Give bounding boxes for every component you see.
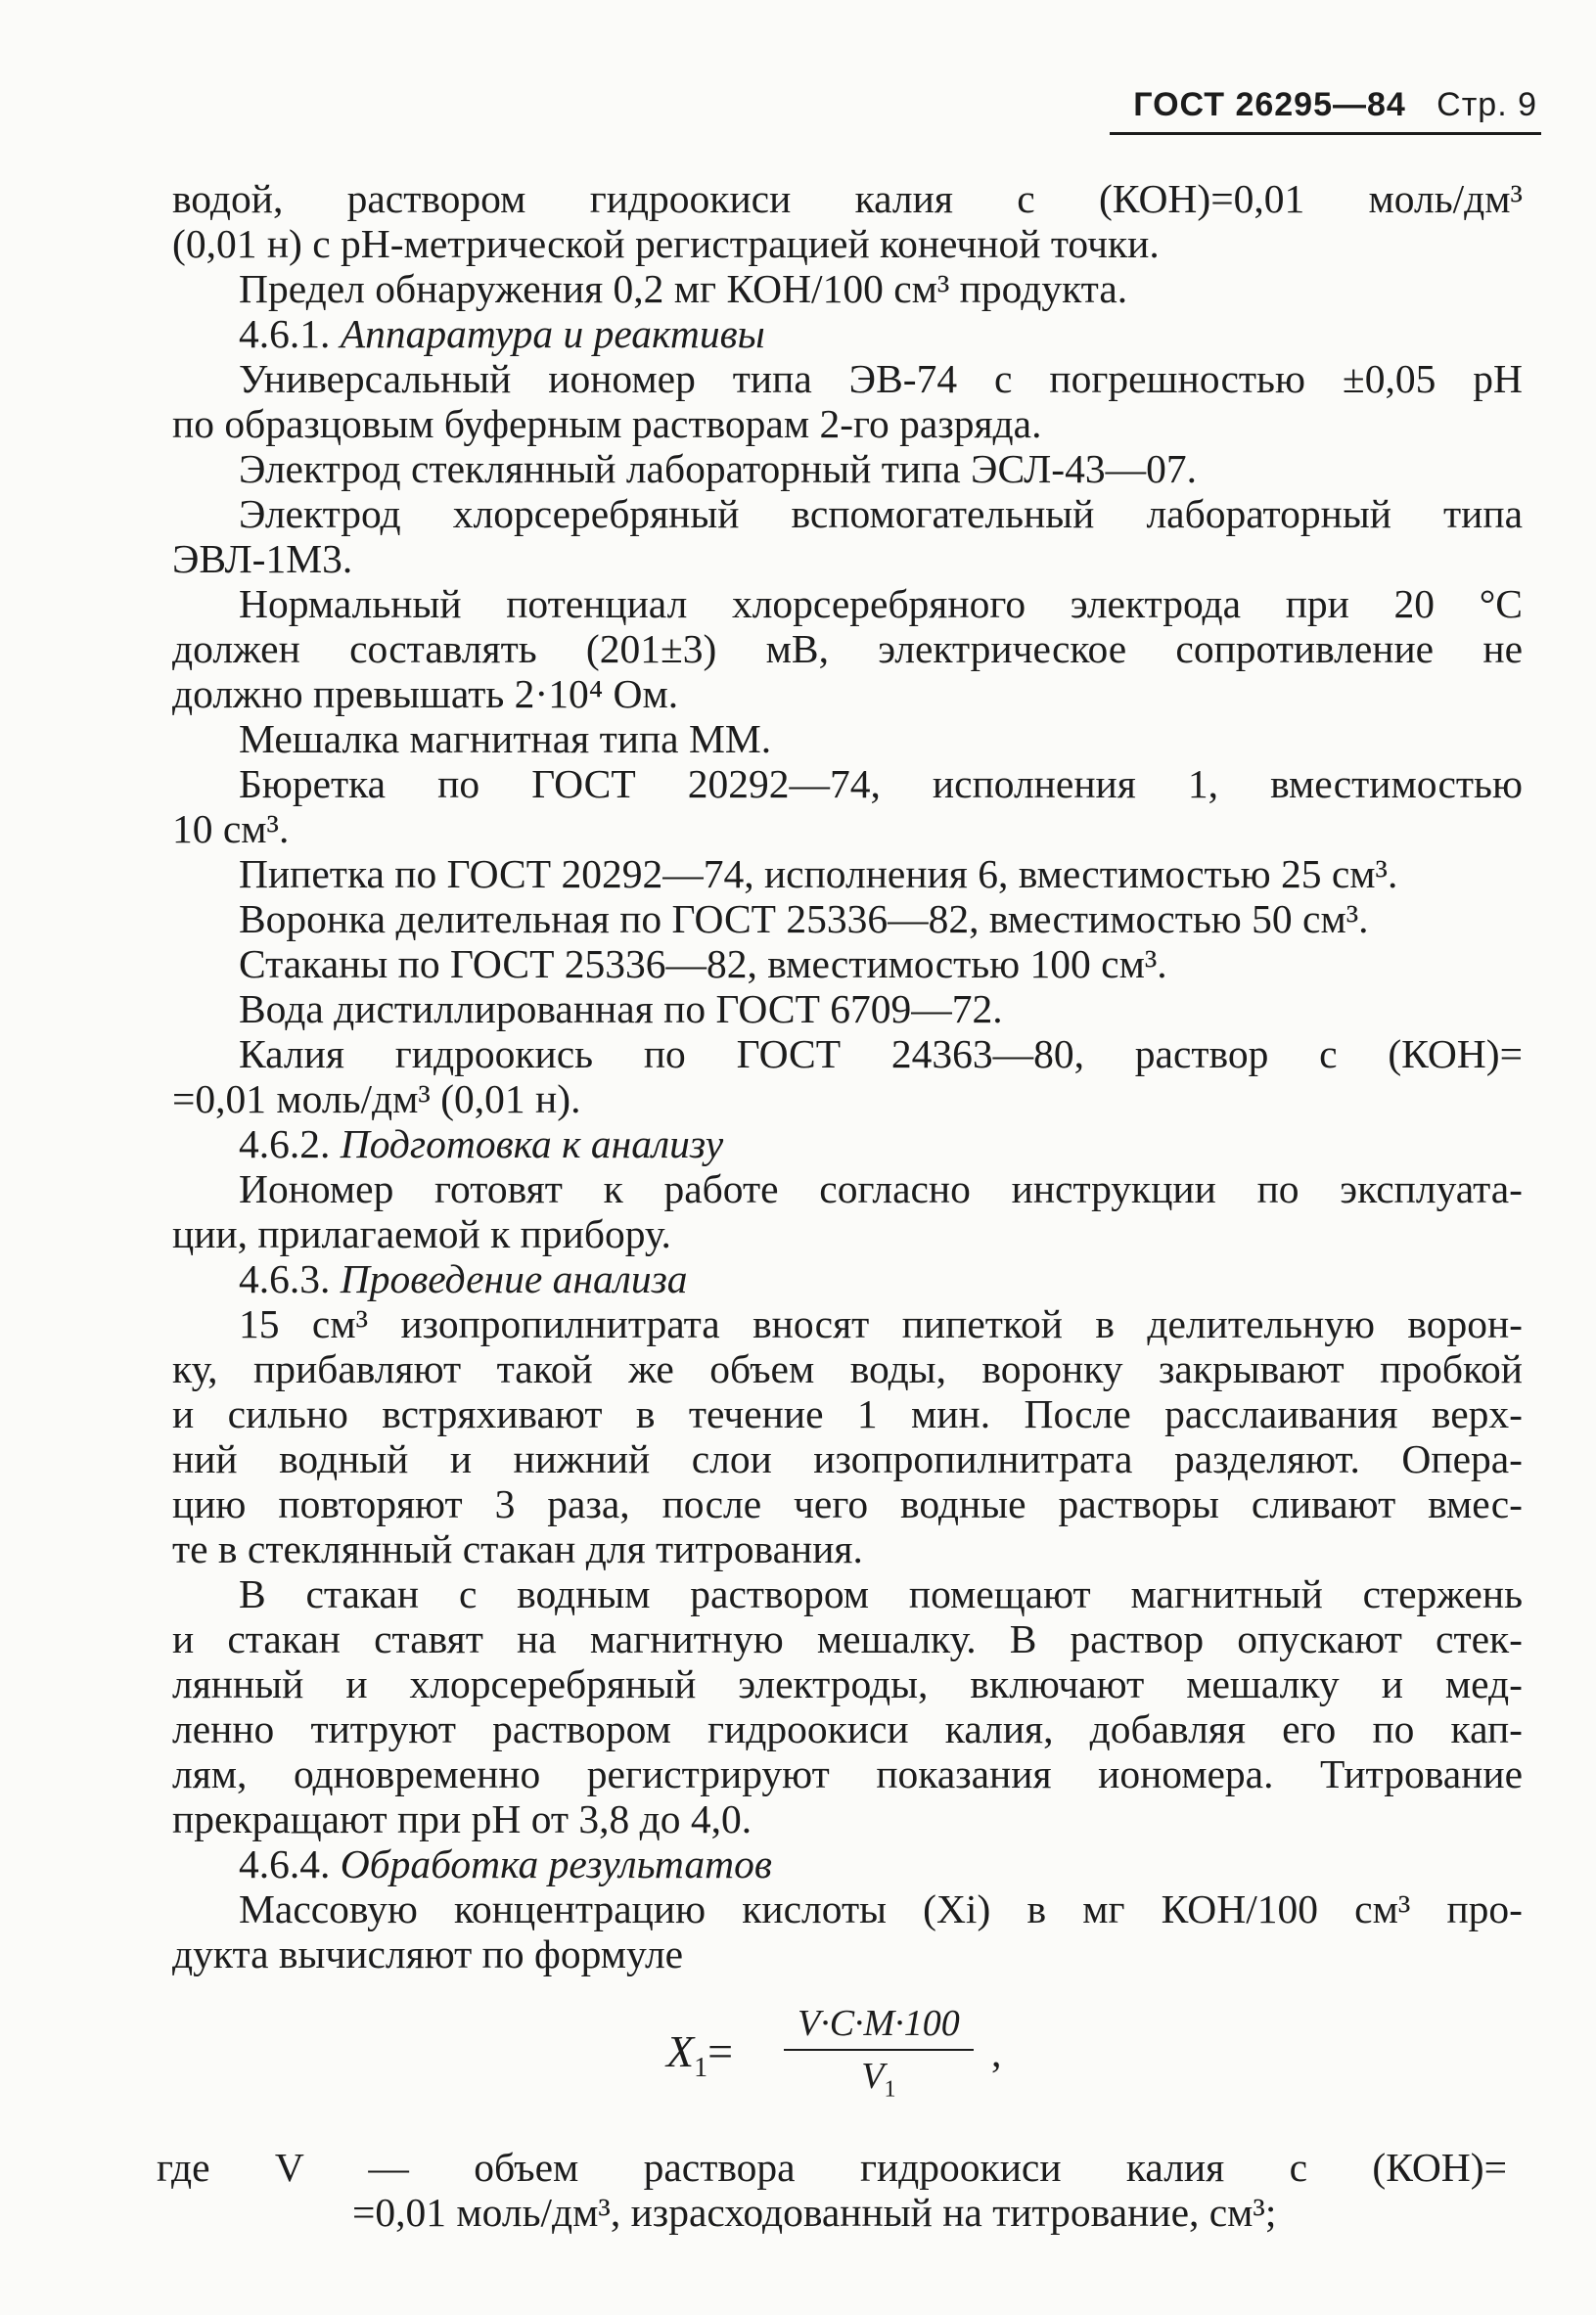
text-line: Электрод стеклянный лабораторный типа ЭСЛ-43—07. <box>239 446 1197 491</box>
text-line: =0,01 моль/дм³ (0,01 н). <box>172 1076 581 1121</box>
text-line: 15 см³ изопропилнитрата вносят пипеткой в делительную ворон- <box>239 1301 1523 1346</box>
standard-number: ГОСТ 26295—84 <box>1133 86 1406 123</box>
section-title: Обработка результатов <box>340 1841 772 1886</box>
text-line: по образцовым буферным растворам 2-го разряда. <box>172 401 1042 446</box>
formula-trail: , <box>991 2031 1002 2076</box>
text-line: В стакан с водным раствором помещают магнитный стержень <box>239 1571 1523 1616</box>
text-line: Пипетка по ГОСТ 20292—74, исполнения 6, вместимостью 25 см³. <box>239 851 1398 896</box>
section-number: 4.6.2. <box>239 1121 331 1166</box>
section-title: Аппаратура и реактивы <box>340 311 765 356</box>
section-number: 4.6.3. <box>239 1256 331 1301</box>
text-line: ний водный и нижний слои изопропилнитрата разделяют. Опера- <box>172 1436 1523 1481</box>
section-title: Проведение анализа <box>340 1256 688 1301</box>
text-line: Калия гидроокись по ГОСТ 24363—80, раствор c (КОН)= <box>239 1031 1523 1076</box>
text-line: Мешалка магнитная типа ММ. <box>239 716 772 761</box>
legend-line: =0,01 моль/дм³, израсходованный на титрование, см³; <box>352 2190 1277 2235</box>
page-header <box>1110 86 1541 135</box>
text-line: Массовую концентрацию кислоты (Xi) в мг КОН/100 см³ про- <box>239 1886 1523 1931</box>
text-line: и стакан ставят на магнитную мешалку. В раствор опускают стек- <box>172 1616 1523 1661</box>
text-line: Вода дистиллированная по ГОСТ 6709—72. <box>239 986 1003 1031</box>
text-line: Нормальный потенциал хлорсеребряного электрода при 20 °C <box>239 581 1523 626</box>
text-line: должно превышать 2·10⁴ Ом. <box>172 671 679 716</box>
text-line: Воронка делительная по ГОСТ 25336—82, вместимостью 50 см³. <box>239 896 1369 941</box>
text-line: лянный и хлорсеребряный электроды, включают мешалку и мед- <box>172 1661 1523 1706</box>
document-body <box>157 176 1523 2235</box>
text-line: Бюретка по ГОСТ 20292—74, исполнения 1, вместимостью <box>239 761 1523 806</box>
text-line: водой, раствором гидроокиси калия c (КОН)=0,01 моль/дм³ <box>172 176 1523 221</box>
section-heading <box>172 1256 1523 1301</box>
page-number: Стр. 9 <box>1436 86 1537 123</box>
section-heading <box>172 311 1523 356</box>
text-line: (0,01 н) с рН-метрической регистрацией конечной точки. <box>172 221 1160 266</box>
section-number: 4.6.1. <box>239 311 331 356</box>
formula-denominator: $V_1$ <box>861 2056 896 2103</box>
text-line: и сильно встряхивают в течение 1 мин. После расслаивания верх- <box>172 1391 1523 1436</box>
text-line: Иономер готовят к работе согласно инструкции по эксплуата- <box>239 1166 1523 1211</box>
text-line: цию повторяют 3 раза, после чего водные растворы сливают вмес- <box>172 1481 1523 1526</box>
section-heading <box>172 1841 1523 1886</box>
text-line: те в стеклянный стакан для титрования. <box>172 1526 863 1571</box>
formula-legend <box>157 2145 1507 2235</box>
text-line: ленно титруют раствором гидроокиси калия, добавляя его по кап- <box>172 1706 1523 1751</box>
text-line: Электрод хлорсеребряный вспомогательный лабораторный типа <box>239 491 1523 536</box>
text-line: Универсальный иономер типа ЭВ-74 с погрешностью ±0,05 pH <box>239 356 1523 401</box>
formula-fraction <box>784 1998 974 2115</box>
text-line: 10 см³. <box>172 806 290 851</box>
text-line: Стаканы по ГОСТ 25336—82, вместимостью 100 см³. <box>239 941 1167 986</box>
text-line: ции, прилагаемой к прибору. <box>172 1211 671 1256</box>
text-line: должен составлять (201±3) мВ, электрическое сопротивление не <box>172 626 1523 671</box>
text-line: ку, прибавляют такой же объем воды, воронку закрывают пробкой <box>172 1346 1523 1391</box>
text-line: Предел обнаружения 0,2 мг КОН/100 см³ продукта. <box>239 266 1128 311</box>
text-line: прекращают при рН от 3,8 до 4,0. <box>172 1796 752 1841</box>
formula <box>172 1998 1523 2125</box>
text-line: ЭВЛ-1М3. <box>172 536 353 581</box>
section-heading <box>172 1121 1523 1166</box>
text-line: дукта вычисляют по формуле <box>172 1931 684 1976</box>
legend-line: где V — объем раствора гидроокиси калия c (КОН)= <box>157 2145 1507 2190</box>
formula-lhs: $X_1=$ <box>666 2026 734 2084</box>
section-number: 4.6.4. <box>239 1841 331 1886</box>
section-title: Подготовка к анализу <box>340 1121 724 1166</box>
formula-numerator: V·C·M·100 <box>784 1998 974 2051</box>
text-line: лям, одновременно регистрируют показания иономера. Титрование <box>172 1751 1523 1796</box>
